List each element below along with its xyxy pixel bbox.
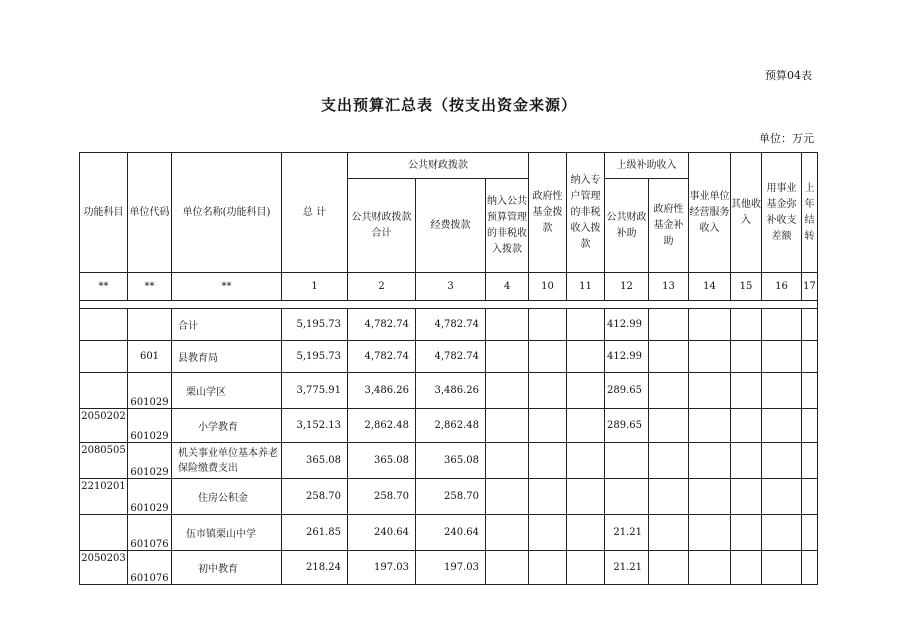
index-cell: ** <box>172 273 282 301</box>
pf-subtotal-cell: 365.08 <box>348 443 416 479</box>
func-code-cell: 2050203 <box>80 551 128 585</box>
func-code-cell: 2210201 <box>80 479 128 515</box>
index-cell: 4 <box>486 273 529 301</box>
func-code-cell <box>80 341 128 373</box>
pf-funds-cell: 258.70 <box>416 479 486 515</box>
total-cell: 261.85 <box>282 515 348 551</box>
unit-name-cell: 机关事业单位基本养老保险缴费支出 <box>172 443 282 479</box>
pf-funds-cell: 4,782.74 <box>416 309 486 341</box>
sup-public-cell: 21.21 <box>605 551 649 585</box>
header-superior-subsidy: 上级补助收入 <box>605 153 689 179</box>
index-cell: 15 <box>731 273 762 301</box>
header-pf-subtotal: 公共财政拨款合计 <box>348 179 416 273</box>
table-row <box>80 515 818 551</box>
header-public-finance: 公共财政拨款 <box>348 153 529 179</box>
func-code-cell <box>80 515 128 551</box>
header-gov-fund: 政府性基金拨款 <box>529 153 567 273</box>
spacer-row <box>80 301 818 309</box>
pf-funds-cell: 197.03 <box>416 551 486 585</box>
func-code-cell: 2080505 <box>80 443 128 479</box>
total-cell: 365.08 <box>282 443 348 479</box>
header-unit-name: 单位名称(功能科目) <box>172 153 282 273</box>
index-cell: 3 <box>416 273 486 301</box>
total-cell: 3,775.91 <box>282 373 348 409</box>
pf-funds-cell: 3,486.26 <box>416 373 486 409</box>
unit-name-cell: 小学教育 <box>172 409 282 443</box>
header-unit-code: 单位代码 <box>128 153 172 273</box>
budget-table <box>79 152 818 585</box>
total-cell: 218.24 <box>282 551 348 585</box>
index-cell: 11 <box>567 273 605 301</box>
index-cell: 16 <box>762 273 802 301</box>
header-prior-year: 上年结转 <box>802 153 818 273</box>
unit-name-cell: 栗山学区 <box>172 373 282 409</box>
unit-code-cell: 601029 <box>128 479 172 515</box>
unit-label: 单位：万元 <box>759 132 814 145</box>
unit-code-cell: 601029 <box>128 373 172 409</box>
header-func-code: 功能科目 <box>80 153 128 273</box>
header-pf-funds: 经费拨款 <box>416 179 486 273</box>
pf-funds-cell: 2,862.48 <box>416 409 486 443</box>
index-cell: 12 <box>605 273 649 301</box>
index-row <box>80 273 818 301</box>
unit-code-cell: 601076 <box>128 515 172 551</box>
func-code-cell <box>80 373 128 409</box>
pf-subtotal-cell: 197.03 <box>348 551 416 585</box>
unit-code-cell: 601029 <box>128 409 172 443</box>
total-cell: 258.70 <box>282 479 348 515</box>
unit-name-cell: 初中教育 <box>172 551 282 585</box>
sup-public-cell <box>605 479 649 515</box>
total-cell: 5,195.73 <box>282 341 348 373</box>
unit-name-cell: 县教育局 <box>172 341 282 373</box>
sup-public-cell: 289.65 <box>605 409 649 443</box>
table-row <box>80 479 818 515</box>
pf-funds-cell: 365.08 <box>416 443 486 479</box>
pf-subtotal-cell: 4,782.74 <box>348 341 416 373</box>
index-cell: ** <box>80 273 128 301</box>
index-cell: 2 <box>348 273 416 301</box>
header-balance-fund: 用事业基金弥补收支差额 <box>762 153 802 273</box>
pf-subtotal-cell: 4,782.74 <box>348 309 416 341</box>
table-row <box>80 551 818 585</box>
sup-public-cell <box>605 443 649 479</box>
pf-subtotal-cell: 258.70 <box>348 479 416 515</box>
pf-funds-cell: 240.64 <box>416 515 486 551</box>
index-cell: 14 <box>689 273 731 301</box>
pf-subtotal-cell: 2,862.48 <box>348 409 416 443</box>
header-sup-public: 公共财政补助 <box>605 179 649 273</box>
sup-public-cell: 21.21 <box>605 515 649 551</box>
index-cell: 13 <box>649 273 689 301</box>
table-row <box>80 341 818 373</box>
unit-name-cell: 合计 <box>172 309 282 341</box>
unit-code-cell: 601 <box>128 341 172 373</box>
total-cell: 3,152.13 <box>282 409 348 443</box>
unit-name-cell: 住房公积金 <box>172 479 282 515</box>
form-number: 预算04表 <box>765 69 812 82</box>
header-sup-gov-fund: 政府性基金补助 <box>649 179 689 273</box>
header-pf-nontax: 纳入公共预算管理的非税收入拨款 <box>486 179 529 273</box>
sup-public-cell: 412.99 <box>605 309 649 341</box>
func-code-cell: 2050202 <box>80 409 128 443</box>
unit-code-cell: 601029 <box>128 443 172 479</box>
pf-subtotal-cell: 240.64 <box>348 515 416 551</box>
table-row <box>80 409 818 443</box>
index-cell: 1 <box>282 273 348 301</box>
index-cell: 10 <box>529 273 567 301</box>
header-business-income: 事业单位经营服务收入 <box>689 153 731 273</box>
pf-funds-cell: 4,782.74 <box>416 341 486 373</box>
header-special-nontax: 纳入专户管理的非税收入拨款 <box>567 153 605 273</box>
header-other-income: 其他收入 <box>731 153 762 273</box>
unit-name-cell: 伍市镇栗山中学 <box>172 515 282 551</box>
header-total: 总 计 <box>282 153 348 273</box>
pf-subtotal-cell: 3,486.26 <box>348 373 416 409</box>
index-cell: 17 <box>802 273 818 301</box>
total-cell: 5,195.73 <box>282 309 348 341</box>
unit-code-cell <box>128 309 172 341</box>
index-cell: ** <box>128 273 172 301</box>
func-code-cell <box>80 309 128 341</box>
table-row <box>80 443 818 479</box>
page-title: 支出预算汇总表（按支出资金来源） <box>320 96 577 114</box>
sup-public-cell: 289.65 <box>605 373 649 409</box>
table-row <box>80 373 818 409</box>
sup-public-cell: 412.99 <box>605 341 649 373</box>
unit-code-cell: 601076 <box>128 551 172 585</box>
table-row <box>80 309 818 341</box>
